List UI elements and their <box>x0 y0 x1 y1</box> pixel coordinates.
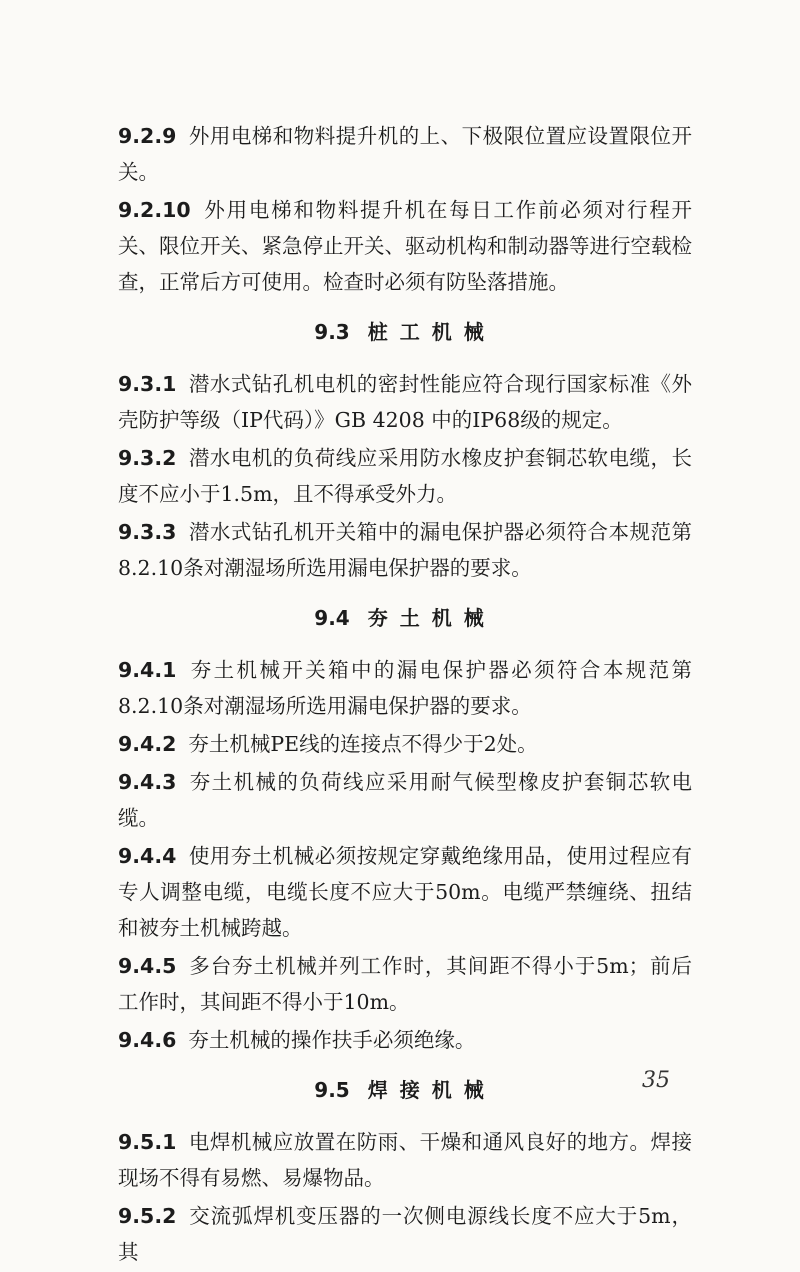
clause-text: 外用电梯和物料提升机在每日工作前必须对行程开关、限位开关、紧急停止开关、驱动机构和制动器等进行空载检查，正常后方可使用。检查时必须有防坠落措施。 <box>118 198 692 294</box>
clause-number: 9.5.1 <box>118 1130 177 1154</box>
section-heading <box>118 600 692 636</box>
page-number: 35 <box>642 1068 670 1093</box>
clause-number: 9.3.1 <box>118 372 177 396</box>
clause-number: 9.4.2 <box>118 732 177 756</box>
clause-number: 9.5.2 <box>118 1204 177 1228</box>
clause-text: 潜水式钻孔机电机的密封性能应符合现行国家标准《外壳防护等级（IP代码）》GB 4208 中的IP68级的规定。 <box>118 372 692 432</box>
clause <box>118 1022 692 1058</box>
clause <box>118 1198 692 1270</box>
section-heading <box>118 1072 692 1108</box>
clause <box>118 514 692 586</box>
clause-text: 夯土机械开关箱中的漏电保护器必须符合本规范第8.2.10条对潮湿场所选用漏电保护器的要求。 <box>118 658 692 718</box>
section-number: 9.5 <box>314 1078 350 1102</box>
clause-text: 交流弧焊机变压器的一次侧电源线长度不应大于5m，其 <box>118 1204 692 1264</box>
clause <box>118 192 692 300</box>
clause-text: 使用夯土机械必须按规定穿戴绝缘用品，使用过程应有专人调整电缆，电缆长度不应大于50m。电缆严禁缠绕、扭结和被夯土机械跨越。 <box>118 844 692 940</box>
clause-text: 夯土机械的操作扶手必须绝缘。 <box>188 1028 476 1052</box>
clause <box>118 948 692 1020</box>
section-name: 焊接机械 <box>367 1078 496 1102</box>
clause <box>118 118 692 190</box>
section-name: 桩工机械 <box>367 320 496 344</box>
clause-text: 夯土机械PE线的连接点不得少于2处。 <box>188 732 538 756</box>
clause-number: 9.2.9 <box>118 124 177 148</box>
clause-text: 夯土机械的负荷线应采用耐气候型橡皮护套铜芯软电缆。 <box>118 770 692 830</box>
section-name: 夯土机械 <box>367 606 496 630</box>
section-number: 9.4 <box>314 606 350 630</box>
section-heading <box>118 314 692 350</box>
clause-text: 潜水式钻孔机开关箱中的漏电保护器必须符合本规范第8.2.10条对潮湿场所选用漏电保护器的要求。 <box>118 520 692 580</box>
clause <box>118 726 692 762</box>
clause-number: 9.4.4 <box>118 844 177 868</box>
clause-text: 潜水电机的负荷线应采用防水橡皮护套铜芯软电缆，长度不应小于1.5m，且不得承受外力。 <box>118 446 692 506</box>
clause <box>118 1124 692 1196</box>
clause-number: 9.4.3 <box>118 770 177 794</box>
clause-number: 9.4.1 <box>118 658 177 682</box>
clause-number: 9.4.6 <box>118 1028 177 1052</box>
section-number: 9.3 <box>314 320 350 344</box>
clause-number: 9.3.2 <box>118 446 177 470</box>
clause-number: 9.2.10 <box>118 198 191 222</box>
clause <box>118 652 692 724</box>
clause-text: 外用电梯和物料提升机的上、下极限位置应设置限位开关。 <box>118 124 692 184</box>
clause-text: 多台夯土机械并列工作时，其间距不得小于5m；前后工作时，其间距不得小于10m。 <box>118 954 692 1014</box>
clause <box>118 764 692 836</box>
clause <box>118 440 692 512</box>
clause <box>118 366 692 438</box>
clause <box>118 838 692 946</box>
clause-number: 9.4.5 <box>118 954 177 978</box>
clause-number: 9.3.3 <box>118 520 177 544</box>
page-body <box>118 118 692 1272</box>
clause-text: 电焊机械应放置在防雨、干燥和通风良好的地方。焊接现场不得有易燃、易爆物品。 <box>118 1130 692 1190</box>
